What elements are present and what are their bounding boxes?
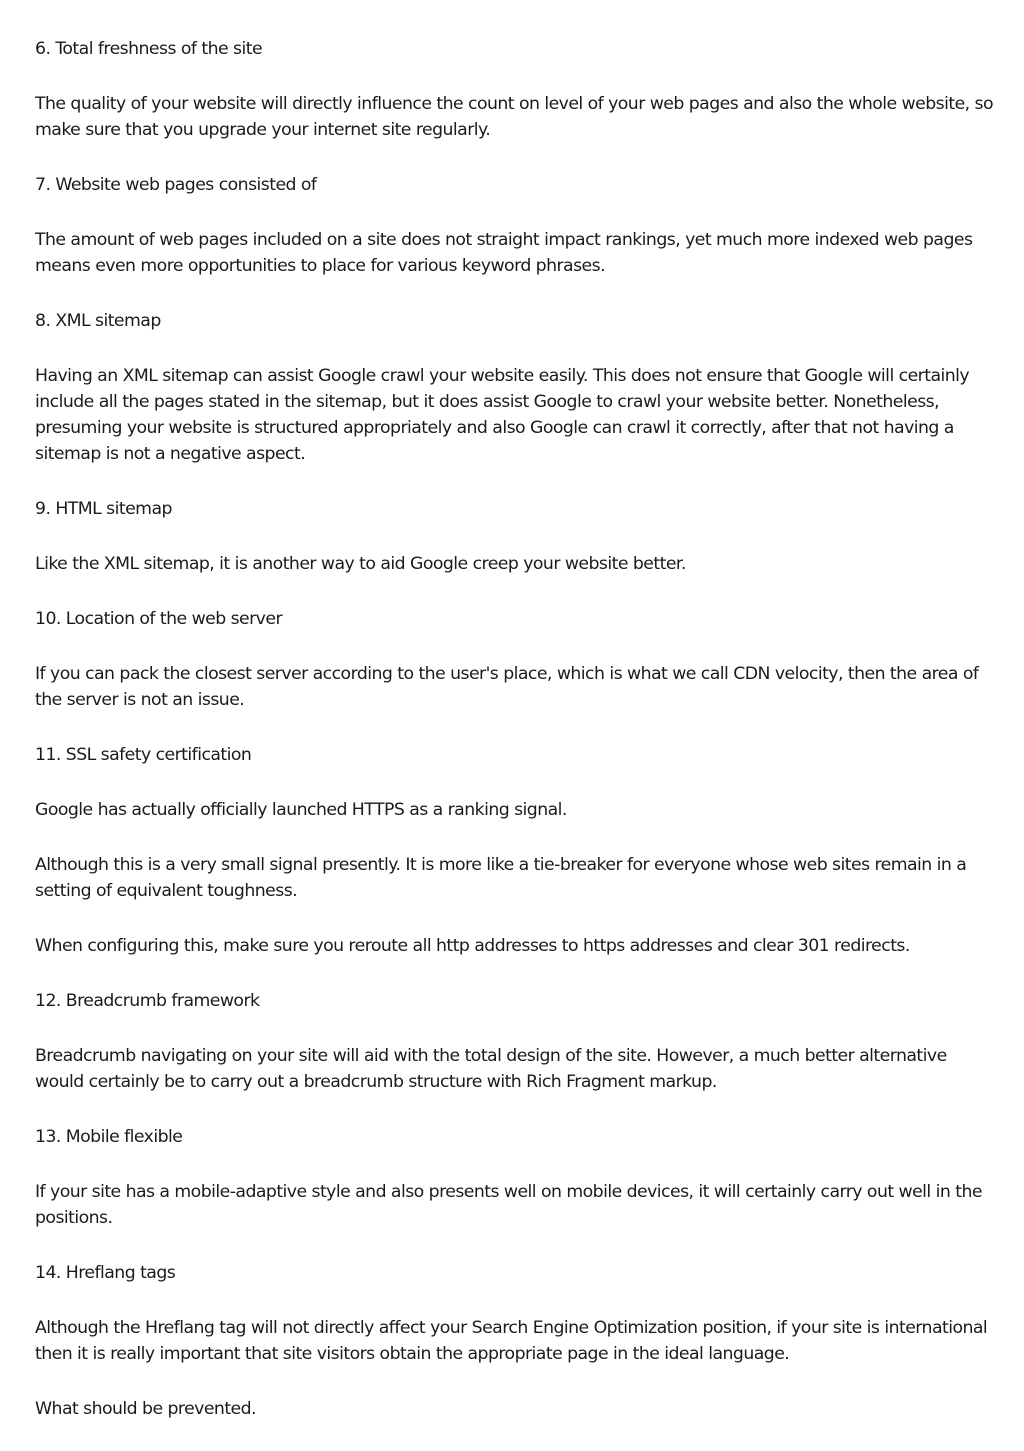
heading-mobile-flexible: 13. Mobile flexible [35,1127,183,1147]
paragraph-page-count: The amount of web pages included on a site does not straight impact rankings, yet much more indexed web pages means even more opportunities to place for various keyword phrases. [35,230,973,276]
paragraph-mobile: If your site has a mobile-adaptive style and also presents well on mobile devices, it will certainly carry out well in the positions. [35,1182,982,1228]
paragraph-xml-sitemap: Having an XML sitemap can assist Google crawl your website easily. This does not ensure that Google will certainly include all the pages stated in the sitemap, but it does assist Google to crawl your website better. Nonetheless, presuming your website is structured appropriately and also Google can crawl it correctly, after that not having a sitemap is not a negative aspect. [35,366,970,464]
heading-html-sitemap: 9. HTML sitemap [35,499,172,519]
heading-hreflang: 14. Hreflang tags [35,1263,176,1283]
paragraph-breadcrumb: Breadcrumb navigating on your site will aid with the total design of the site. However, a much better alternative would certainly be to carry out a breadcrumb structure with Rich Fragment markup. [35,1046,947,1092]
paragraph-redirects: When configuring this, make sure you reroute all http addresses to https addresses and clear 301 redirects. [35,936,910,956]
paragraph-server-location: If you can pack the closest server according to the user's place, which is what we call CDN velocity, then the area of the server is not an issue. [35,664,979,710]
paragraph-html-sitemap: Like the XML sitemap, it is another way to aid Google creep your website better. [35,554,686,574]
heading-server-location: 10. Location of the web server [35,609,282,629]
document-body [35,36,995,1451]
heading-ssl-certification: 11. SSL safety certification [35,745,252,765]
heading-website-pages: 7. Website web pages consisted of [35,175,317,195]
paragraph-site-quality: The quality of your website will directly influence the count on level of your web pages and also the whole website, so make sure that you upgrade your internet site regularly. [35,94,994,140]
heading-xml-sitemap: 8. XML sitemap [35,311,161,331]
paragraph-hreflang: Although the Hreflang tag will not directly affect your Search Engine Optimization position, if your site is international then it is really important that site visitors obtain the appropriate page in the ideal language. [35,1318,988,1364]
paragraph-what-prevented: What should be prevented. [35,1399,256,1419]
heading-breadcrumb: 12. Breadcrumb framework [35,991,260,1011]
paragraph-https-signal: Google has actually officially launched HTTPS as a ranking signal. [35,800,567,820]
heading-total-freshness: 6. Total freshness of the site [35,39,263,59]
paragraph-tie-breaker: Although this is a very small signal presently. It is more like a tie-breaker for everyone whose web sites remain in a setting of equivalent toughness. [35,855,967,901]
